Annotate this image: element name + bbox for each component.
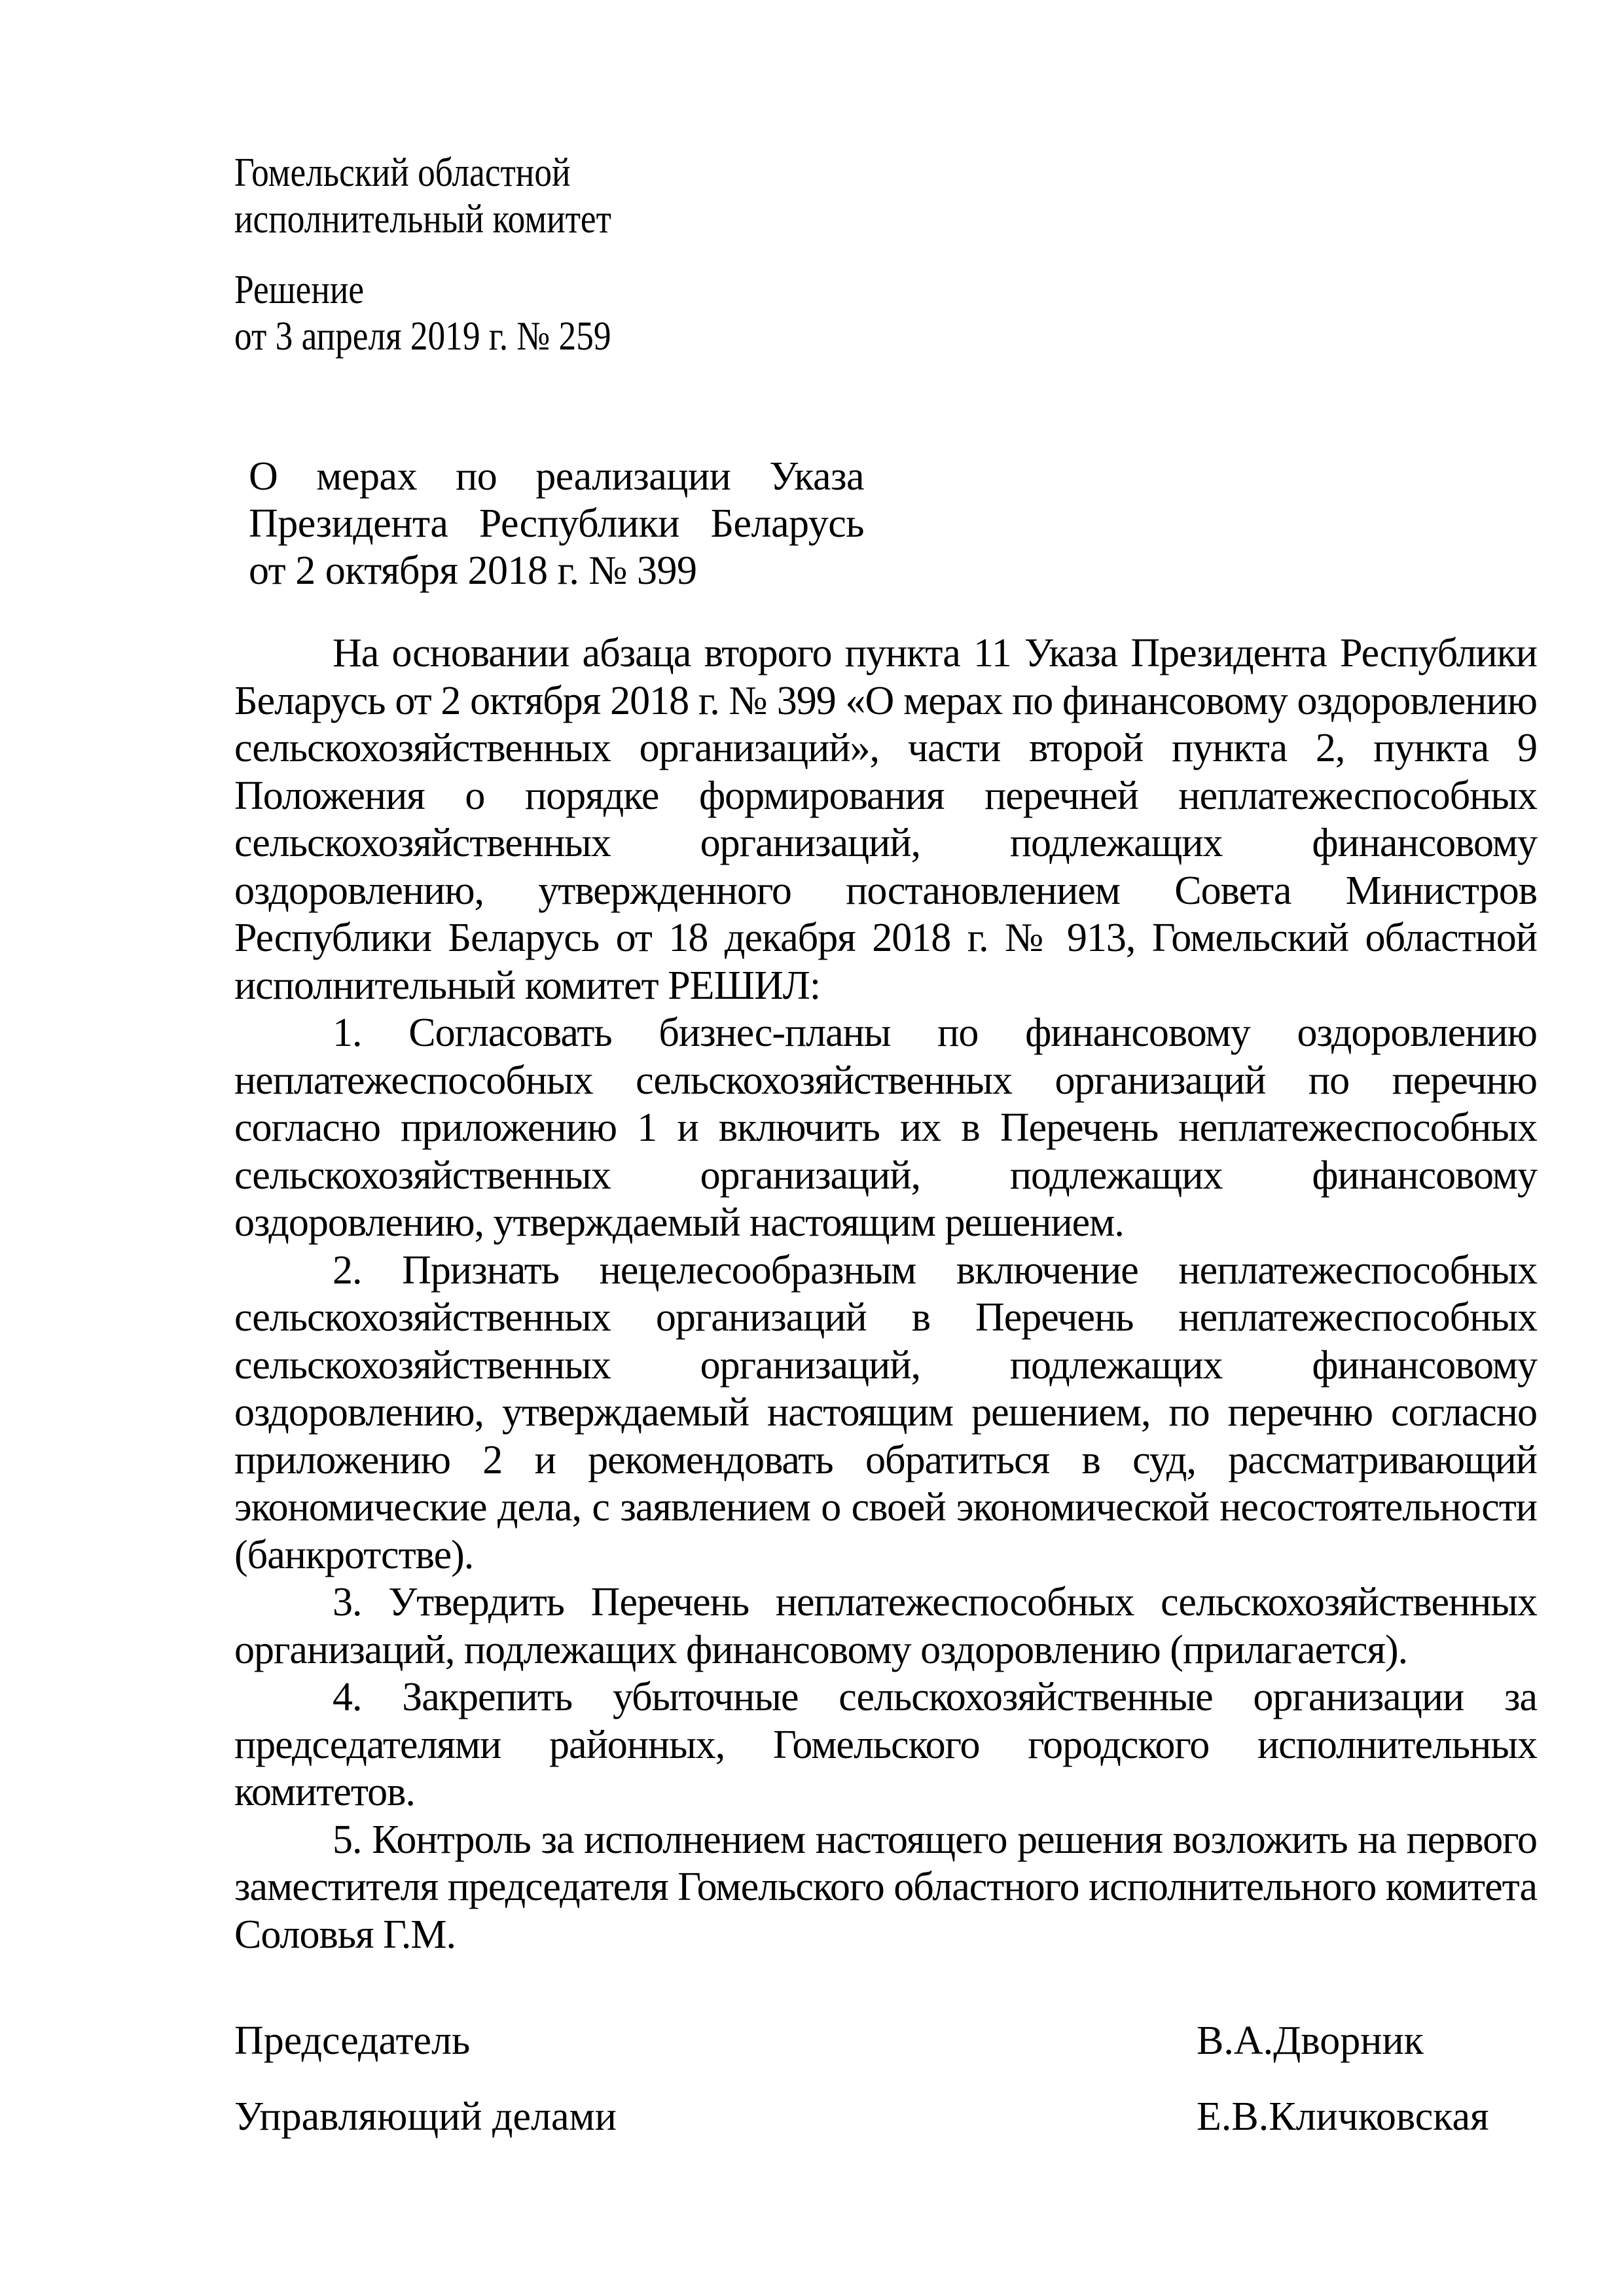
- decision-item-text: Контроль за исполнением настоящего решения возложить на первого заместителя председателя Гомельского областного исполнительного комитета Соловья Г.М.: [234, 1817, 1538, 1957]
- decision-item-2: [234, 1247, 1537, 1579]
- decision-item-text: Согласовать бизнес-планы по финансовому оздоровлению неплатежеспособных сельскохозяйственных организаций по перечню согласно приложению 1 и включить их в Перечень неплатежеспособных сельскохозяйственных организаций, подлежащих финансовому оздоровлению, утверждаемый настоящим решением.: [234, 1011, 1538, 1245]
- decision-item-1: [234, 1009, 1537, 1247]
- decision-item-4: [234, 1674, 1537, 1816]
- decision-item-3: [234, 1579, 1537, 1674]
- document-title-line-1: О мерах по реализации Указа: [249, 454, 864, 499]
- signatory-name: В.А.Дворник: [1197, 2018, 1424, 2063]
- document-title: [249, 453, 864, 594]
- signatory-position: Управляющий делами: [234, 2094, 617, 2139]
- document-title-line-2: Президента Республики Беларусь: [249, 501, 864, 546]
- document-type: Решение: [234, 268, 365, 312]
- decision-item-text: Утвердить Перечень неплатежеспособных сельскохозяйственных организаций, подлежащих финансовому оздоровлению (прилагается).: [234, 1580, 1537, 1672]
- decision-item-number: 4.: [333, 1675, 362, 1719]
- decision-item-number: 5.: [333, 1817, 362, 1862]
- issuing-authority-line-1: Гомельский областной: [234, 151, 571, 195]
- document-body: [234, 630, 1537, 1958]
- decision-item-number: 3.: [333, 1580, 362, 1624]
- issuing-authority-line-2: исполнительный комитет: [234, 197, 611, 242]
- decision-item-text: Закрепить убыточные сельскохозяйственные организации за председателями районных, Гомельского городского исполнительных комитетов.: [234, 1675, 1537, 1814]
- signatory-name: Е.В.Кличковская: [1197, 2094, 1489, 2139]
- decision-item-5: [234, 1816, 1537, 1959]
- signatory-position: Председатель: [234, 2018, 471, 2063]
- preamble-paragraph: На основании абзаца второго пункта 11 Указа Президента Республики Беларусь от 2 октября 2018 г. № 399 «О мерах по финансовому оздоровлению сельскохозяйственных организаций», части второй пункта 2, пункта 9 Положения о порядке формирования перечней неплатежеспособных сельскохозяйственных организаций, подлежащих финансовому оздоровлению, утвержденного постановлением Совета Министров Республики Беларусь от 18 декабря 2018 г. № 913, Гомельский областной исполнительный комитет РЕШИЛ:: [234, 631, 1537, 1008]
- decision-item-number: 2.: [333, 1247, 362, 1293]
- document-title-line-3: от 2 октября 2018 г. № 399: [249, 548, 697, 593]
- document-date-number: от 3 апреля 2019 г. № 259: [234, 314, 611, 359]
- decision-item-number: 1.: [333, 1011, 362, 1055]
- decision-item-text: Признать нецелесообразным включение неплатежеспособных сельскохозяйственных организаций в Перечень неплатежеспособных сельскохозяйственных организаций, подлежащих финансовому оздоровлению, утверждаемый настоящим решением, по перечню согласно приложению 2 и рекомендовать обратиться в суд, рассматривающий экономические дела, с заявлением о своей экономической несостоятельности (банкротстве).: [234, 1247, 1538, 1577]
